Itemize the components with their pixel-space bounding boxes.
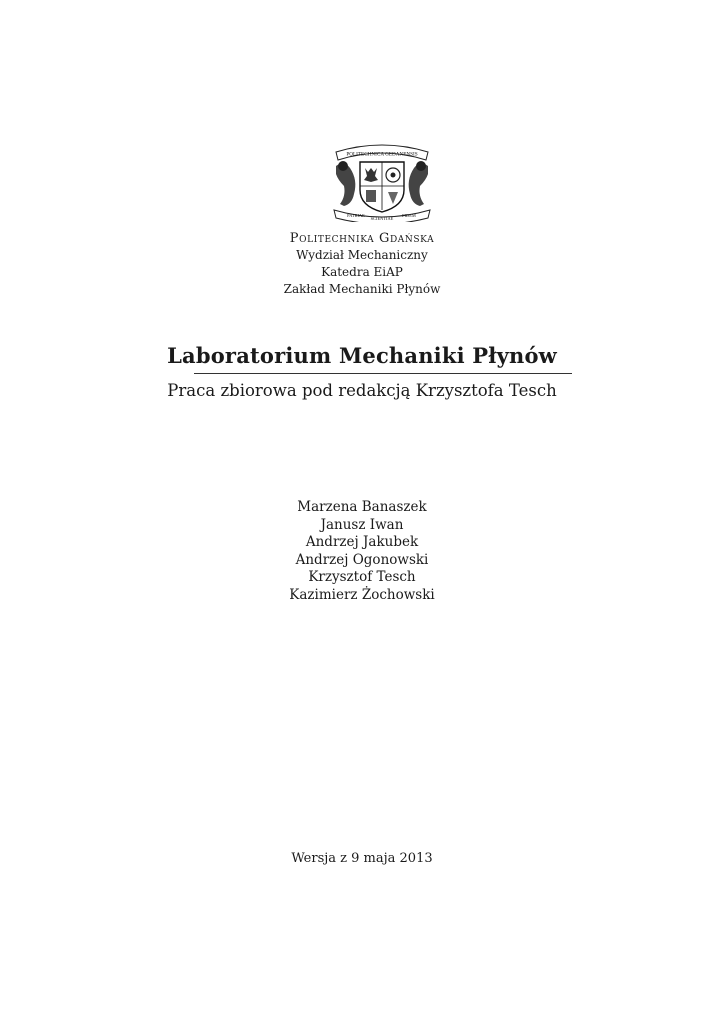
author-name: Kazimierz Żochowski: [289, 586, 435, 603]
crest-motto-1: PATRIAE: [347, 213, 365, 218]
department-name: Katedra EiAP: [321, 265, 403, 279]
institution-block: [0, 230, 724, 298]
author-name: Andrzej Ogonowski: [295, 551, 429, 568]
university-crest-icon: [330, 140, 434, 222]
version-date: Wersja z 9 maja 2013: [291, 851, 433, 866]
crest-motto-3: FIDEM: [402, 213, 416, 218]
author-name: Andrzej Jakubek: [305, 534, 419, 550]
author-name: Janusz Iwan: [320, 516, 404, 533]
document-title: Laboratorium Mechaniki Płynów: [167, 343, 557, 368]
crest-motto-2: SCIENTIAE: [370, 216, 394, 221]
author-list: [0, 499, 724, 604]
faculty-name: Wydział Mechaniczny: [296, 248, 428, 262]
document-subtitle: Praca zbiorowa pod redakcją Krzysztofa Tesch: [167, 381, 557, 400]
author-name: Marzena Banaszek: [297, 499, 427, 515]
title-divider: [194, 373, 572, 374]
crest-top-text: POLITECHNICA GEDANENSIS: [346, 151, 418, 158]
author-name: Krzysztof Tesch: [308, 569, 416, 585]
unit-name: Zakład Mechaniki Płynów: [283, 282, 441, 296]
institution-name: Politechnika Gdańska: [289, 231, 435, 246]
